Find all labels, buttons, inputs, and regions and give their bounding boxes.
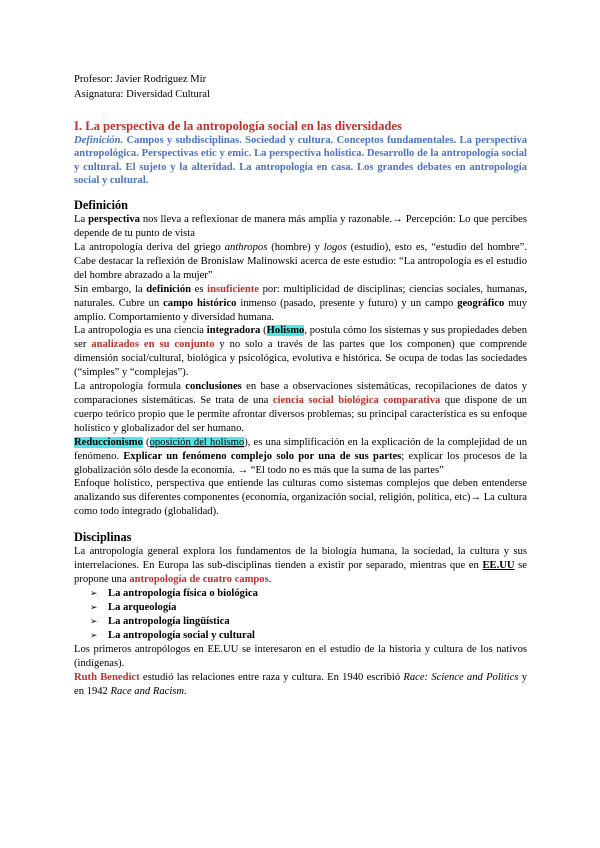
arrow-bullet-icon: ➢ bbox=[90, 630, 98, 641]
definicion-paragraph-4: La antropología es una ciencia integradora (Holismo, postula cómo los sistemas y sus propiedades deben ser analizados en su conjunto y no solo a través de las partes que los componen) que comprende dimensión social/cultural, biológica y psicológica, evolutiva e histórica. Se ocupa de todas las sociedades (“simples” y “complejas”). bbox=[74, 325, 527, 379]
subject-line: Asignatura: Diversidad Cultural bbox=[74, 89, 210, 100]
subtitle-rest: Campos y subdisciplinas. Sociedad y cultura. Conceptos fundamentales. La perspectiva antropológica. Perspectivas etic y emic. La perspectiva holística. Desarrollo de la antropología social y cultural. El sujeto y la alteridad. La antropología en casa. Los grandes debates en antropología social y cultural. bbox=[74, 135, 527, 186]
document-body bbox=[74, 118, 527, 698]
definicion-paragraph-5: La antropología formula conclusiones en base a observaciones sistemáticas, recopilaciones de datos y comparaciones sistemáticas. Se trata de una ciencia social biológica comparativa que dispone de un cuerpo teórico propio que le permite afrontar diversos problemas; su principal característica es su enfoque holístico y globalizador del ser humano. bbox=[74, 381, 527, 434]
disciplinas-paragraph-3: Ruth Benedict estudió las relaciones entre raza y cultura. En 1940 escribió Race: Science and Politics y en 1942 Race and Racism. bbox=[74, 671, 527, 697]
section-subtitle bbox=[74, 134, 527, 187]
arrow-bullet-icon: ➢ bbox=[90, 602, 98, 613]
list-item: ➢ La antropología lingüística bbox=[90, 615, 230, 627]
arrow-bullet-icon: ➢ bbox=[90, 616, 98, 627]
oposicion-holismo-highlight: oposición del holismo bbox=[149, 436, 245, 448]
holismo-highlight: Holismo bbox=[266, 325, 305, 337]
list-item: ➢ La antropología física o biológica bbox=[90, 587, 258, 599]
disciplinas-paragraph-2: Los primeros antropólogos en EE.UU se interesaron en el estudio de la historia y cultura de los nativos (indígenas). bbox=[74, 643, 527, 669]
definicion-paragraph-7: Enfoque holístico, perspectiva que entiende las culturas como sistemas complejos que deben entenderse analizando sus diferentes componentes (economía, organización social, religión, política, etc)→ La cultura como todo integrado (globalidad). bbox=[74, 478, 527, 518]
section-title: I. La perspectiva de la antropología social en las diversidades bbox=[74, 119, 402, 133]
disciplinas-paragraph-1: La antropología general explora los fundamentos de la biología humana, la sociedad, la cultura y sus interrelaciones. En Europa las sub-disciplinas tienden a existir por separado, mientras que en EE.UU se propone una antropología de cuatro campos. bbox=[74, 546, 527, 585]
disciplinas-heading: Disciplinas bbox=[74, 530, 132, 545]
list-item: ➢ La arqueología bbox=[90, 601, 177, 613]
definicion-paragraph-3: Sin embargo, la definición es insuficiente por: multiplicidad de disciplinas; ciencias sociales, humanas, naturales. Cubre un campo histórico inmenso (pasado, presente y futuro) y un campo geográfico muy amplio. Comportamiento y diversidad humana. bbox=[74, 283, 527, 323]
document-header bbox=[74, 72, 534, 102]
list-item: ➢ La antropología social y cultural bbox=[90, 629, 255, 641]
definicion-paragraph-1: La perspectiva nos lleva a reflexionar de manera más amplia y razonable.→ Percepción: Lo que percibes depende de tu punto de vista bbox=[74, 214, 527, 240]
ruth-benedict-name: Ruth Benedict bbox=[74, 671, 140, 683]
subtitle-head: Definición. bbox=[74, 135, 124, 146]
definicion-paragraph-2: La antropología deriva del griego anthropos (hombre) y logos (estudio), esto es, “estudio del hombre”. Cabe destacar la reflexión de Bronislaw Malinowski acerca de este estudio: “La antropología es el estudio del hombre abrazado a la mujer” bbox=[74, 242, 527, 281]
reduccionismo-highlight: Reduccionismo bbox=[74, 436, 143, 448]
arrow-bullet-icon: ➢ bbox=[90, 588, 98, 599]
definicion-paragraph-6: Reduccionismo (oposición del holismo), es una simplificación en la explicación de la complejidad de un fenómeno. Explicar un fenómeno complejo solo por una de sus partes; explicar los procesos de la globalización sólo desde la economía. → “El todo no es más que la suma de las partes” bbox=[74, 436, 527, 476]
disciplinas-list bbox=[74, 587, 527, 643]
definicion-heading: Definición bbox=[74, 198, 128, 213]
professor-line: Profesor: Javier Rodriguez Mir bbox=[74, 74, 207, 85]
